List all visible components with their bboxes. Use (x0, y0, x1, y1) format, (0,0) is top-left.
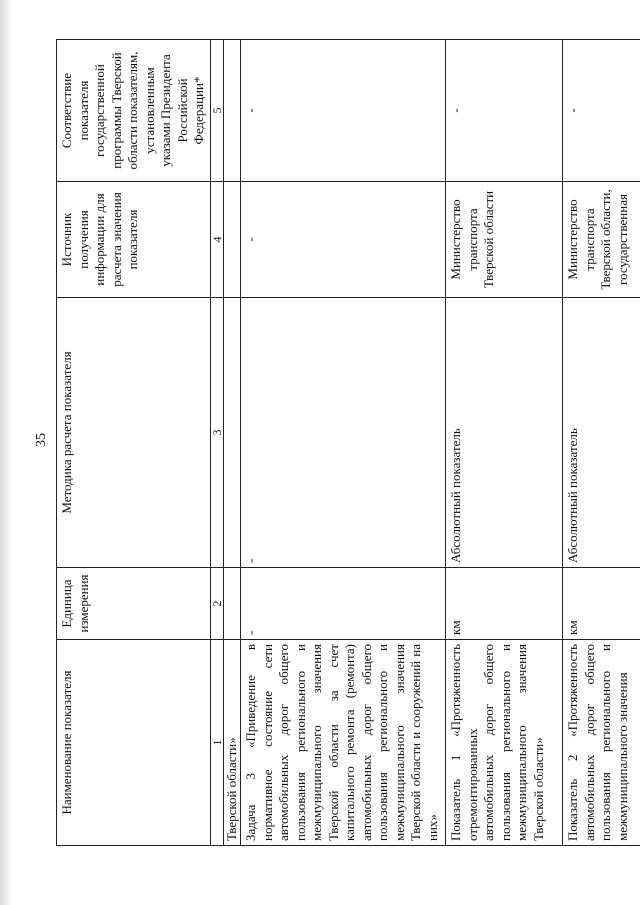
indicators-table (56, 39, 640, 846)
table-row (446, 40, 563, 846)
cell-indicator-name: Показатель 1 «Протяженность отремонтированных автомобильных дорог общего пользования регионального и межмуниципального значения Тверской области» (446, 640, 563, 846)
cell-unit: - (241, 568, 446, 640)
col-number: 5 (210, 40, 223, 182)
cell-source: Министерство транспорта Тверской области (446, 182, 563, 298)
cell-compliance: - (446, 40, 563, 182)
cell-source: Министерство транспорта Тверской области, государственная (563, 182, 640, 298)
header-row (57, 40, 211, 846)
header-indicator-name: Наименование показателя (57, 640, 211, 846)
scan-shadow (0, 0, 12, 905)
table-row (223, 40, 241, 846)
cell-method (223, 298, 241, 568)
col-number: 4 (210, 182, 223, 298)
cell-unit (223, 568, 241, 640)
col-number: 1 (210, 640, 223, 846)
col-number: 2 (210, 568, 223, 640)
cell-indicator-name: Тверской области» (223, 640, 241, 846)
rotated-table-container (56, 40, 630, 846)
cell-unit: км (563, 568, 640, 640)
header-source: Источник получения информации для расчета значения показателя (57, 182, 211, 298)
cell-source (223, 182, 241, 298)
cell-method: - (241, 298, 446, 568)
cell-indicator-name: Задача 3 «Приведение в нормативное состояние сети автомобильных дорог общего пользования регионального и межмуниципального значения Тверской области за счет капитального ремонта (ремонта) автомобильных дорог общего пользования регионального и межмуниципального значения Тверской области и сооружений на них» (241, 640, 446, 846)
col-number: 3 (210, 298, 223, 568)
cell-compliance: - (563, 40, 640, 182)
header-method: Методика расчета показателя (57, 298, 211, 568)
cell-compliance: - (241, 40, 446, 182)
cell-unit: км (446, 568, 563, 640)
cell-source: - (241, 182, 446, 298)
page-number: 35 (34, 433, 49, 447)
cell-compliance (223, 40, 241, 182)
cell-method: Абсолютный показатель (446, 298, 563, 568)
cell-method: Абсолютный показатель (563, 298, 640, 568)
header-unit: Единица измерения (57, 568, 211, 640)
table-row (563, 40, 640, 846)
column-number-row (210, 40, 223, 846)
header-compliance: Соответствие показателя государственной программы Тверской области показателям, установленным указами Президента Российской Федерации* (57, 40, 211, 182)
cell-indicator-name: Показатель 2 «Протяженность автомобильных дорог общего пользования регионального и межмуниципального значения (563, 640, 640, 846)
table-row (241, 40, 446, 846)
